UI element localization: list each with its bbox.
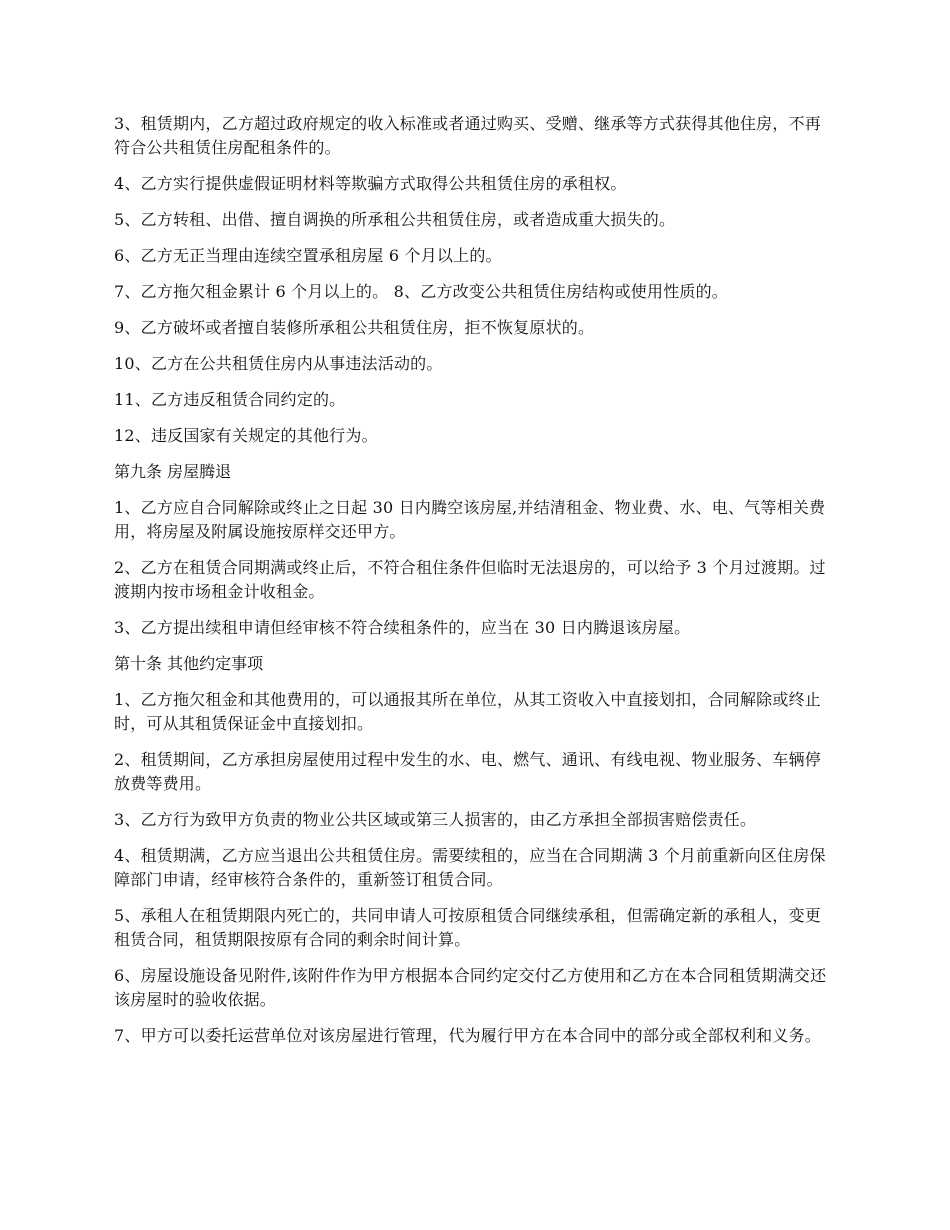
article-10-item-5: 5、承租人在租赁期限内死亡的，共同申请人可按原租赁合同继续承租，但需确定新的承租人，变更租赁合同，租赁期限按原有合同的剩余时间计算。 [114, 906, 821, 949]
article-10-item-6: 6、房屋设施设备见附件,该附件作为甲方根据本合同约定交付乙方使用和乙方在本合同租赁期满交还该房屋时的验收依据。 [114, 966, 827, 1009]
article-9-item-3: 3、乙方提出续租申请但经审核不符合续租条件的，应当在 30 日内腾退该房屋。 [114, 618, 691, 637]
article-10-item-1: 1、乙方拖欠租金和其他费用的，可以通报其所在单位，从其工资收入中直接划扣，合同解除或终止时，可从其租赁保证金中直接划扣。 [114, 690, 821, 733]
clause-item-10-illegal-activity: 10、乙方在公共租赁住房内从事违法活动的。 [114, 354, 443, 373]
section-heading-article-9: 第九条 房屋腾退 [114, 462, 232, 481]
section-heading-article-10: 第十条 其他约定事项 [114, 654, 264, 673]
article-10-item-4: 4、租赁期满，乙方应当退出公共租赁住房。需要续租的，应当在合同期满 3 个月前重新向区住房保障部门申请，经审核符合条件的，重新签订租赁合同。 [114, 846, 826, 889]
clause-item-4-false-materials: 4、乙方实行提供虚假证明材料等欺骗方式取得公共租赁住房的承租权。 [114, 174, 627, 193]
clause-item-6-vacancy: 6、乙方无正当理由连续空置承租房屋 6 个月以上的。 [114, 246, 502, 265]
article-9-item-1: 1、乙方应自合同解除或终止之日起 30 日内腾空该房屋,并结清租金、物业费、水、电、气等相关费用，将房屋及附属设施按原样交还甲方。 [114, 498, 826, 541]
article-10-item-7: 7、甲方可以委托运营单位对该房屋进行管理，代为履行甲方在本合同中的部分或全部权利和义务。 [114, 1026, 821, 1045]
article-10-item-3: 3、乙方行为致甲方负责的物业公共区域或第三人损害的，由乙方承担全部损害赔偿责任。 [114, 810, 757, 829]
clause-item-3-income-change: 3、租赁期内，乙方超过政府规定的收入标准或者通过购买、受赠、继承等方式获得其他住房，不再符合公共租赁住房配租条件的。 [114, 114, 821, 157]
article-9-item-2: 2、乙方在租赁合同期满或终止后，不符合租住条件但临时无法退房的，可以给予 3 个月过渡期。过渡期内按市场租金计收租金。 [114, 558, 826, 601]
document-page [114, 112, 836, 1060]
clause-item-9-damage: 9、乙方破坏或者擅自装修所承租公共租赁住房，拒不恢复原状的。 [114, 318, 595, 337]
clause-item-7-8-arrears-structure: 7、乙方拖欠租金累计 6 个月以上的。 8、乙方改变公共租赁住房结构或使用性质的。 [114, 282, 728, 301]
clause-item-12-other: 12、违反国家有关规定的其他行为。 [114, 426, 378, 445]
clause-item-5-sublet: 5、乙方转租、出借、擅自调换的所承租公共租赁住房，或者造成重大损失的。 [114, 210, 676, 229]
clause-item-11-contract-violation: 11、乙方违反租赁合同约定的。 [114, 390, 346, 409]
article-10-item-2: 2、租赁期间，乙方承担房屋使用过程中发生的水、电、燃气、通讯、有线电视、物业服务、车辆停放费等费用。 [114, 750, 821, 793]
